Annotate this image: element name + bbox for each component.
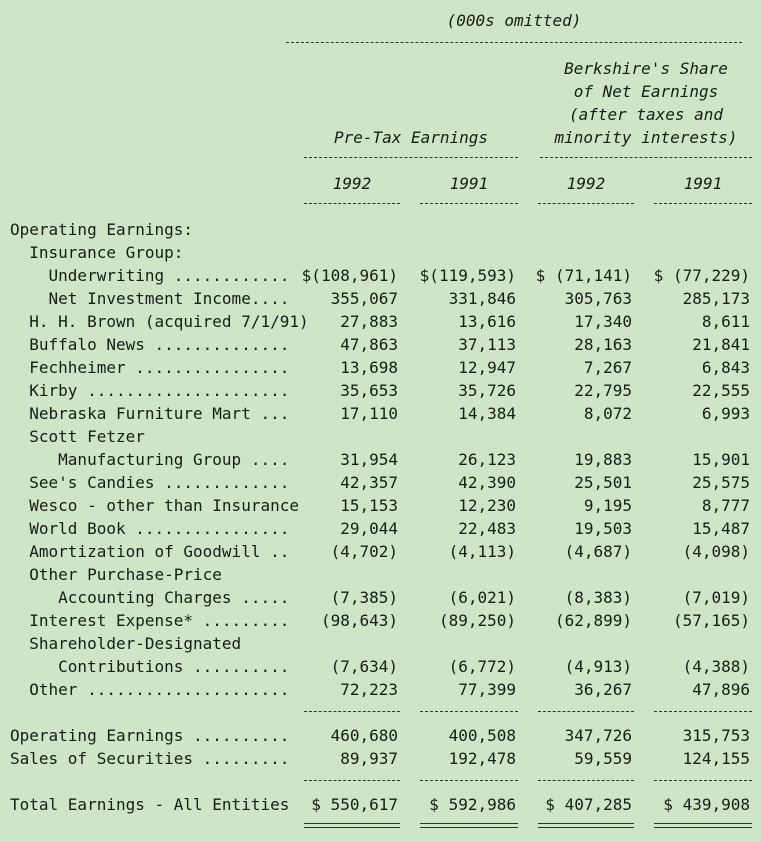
table-row (0, 427, 761, 450)
omitted-note: (000s omitted) (446, 11, 582, 30)
table-row (0, 749, 761, 772)
row-value: 14,384 (458, 404, 516, 423)
row-value: 47,896 (692, 680, 750, 699)
table-row (0, 726, 761, 749)
row-value: (89,250) (438, 611, 516, 630)
double-rule-1b (304, 827, 400, 828)
row-value: $(119,593) (419, 266, 516, 285)
row-value: 305,763 (564, 289, 632, 308)
table-row (0, 588, 761, 611)
year-1992-pretax: 1992 (332, 174, 372, 193)
double-rule-4a (654, 823, 752, 824)
row-value: (57,165) (672, 611, 750, 630)
row-value: 37,113 (458, 335, 516, 354)
row-value: (7,019) (682, 588, 750, 607)
year-rule-1 (304, 203, 400, 204)
row-label: Scott Fetzer (10, 427, 145, 446)
row-value: (98,643) (320, 611, 398, 630)
row-value: $ 407,285 (545, 795, 632, 814)
row-label: See's Candies ............. (10, 473, 290, 492)
row-value: (7,634) (330, 657, 398, 676)
row-value: (7,385) (330, 588, 398, 607)
table-row (0, 450, 761, 473)
year-1991-share: 1991 (683, 174, 723, 193)
row-value: 19,883 (574, 450, 632, 469)
row-value: 7,267 (583, 358, 632, 377)
row-value: 400,508 (448, 726, 516, 745)
row-value: 29,044 (340, 519, 398, 538)
row-value: 59,559 (574, 749, 632, 768)
table-row (0, 335, 761, 358)
row-value: 27,883 (340, 312, 398, 331)
year-1992-share: 1992 (566, 174, 606, 193)
row-value: 28,163 (574, 335, 632, 354)
row-value: 8,777 (701, 496, 750, 515)
row-label: Net Investment Income.... (10, 289, 290, 308)
row-label: World Book ................ (10, 519, 290, 538)
double-rule-4b (654, 827, 752, 828)
double-rule-2b (420, 827, 518, 828)
table-row (0, 404, 761, 427)
row-value: 355,067 (330, 289, 398, 308)
row-value: 315,753 (682, 726, 750, 745)
table-row (0, 266, 761, 289)
row-value: (6,772) (448, 657, 516, 676)
row-value: $ 550,617 (311, 795, 398, 814)
row-value: $ (71,141) (535, 266, 632, 285)
row-value: (4,913) (564, 657, 632, 676)
row-value: 21,841 (692, 335, 750, 354)
row-value: 72,223 (340, 680, 398, 699)
row-value: (4,702) (330, 542, 398, 561)
row-label: Operating Earnings: (10, 220, 194, 239)
row-value: (4,388) (682, 657, 750, 676)
row-value: $ (77,229) (653, 266, 750, 285)
row-label: Contributions .......... (10, 657, 290, 676)
row-label: Fechheimer ................ (10, 358, 290, 377)
share-heading-line-1: Berkshire's Share (564, 59, 728, 78)
row-value: $ 439,908 (663, 795, 750, 814)
table-row (0, 634, 761, 657)
row-value: 35,726 (458, 381, 516, 400)
row-value: $(108,961) (301, 266, 398, 285)
row-value: 331,846 (448, 289, 516, 308)
total-rule-3 (538, 780, 634, 781)
row-value: 13,698 (340, 358, 398, 377)
row-value: 15,153 (340, 496, 398, 515)
row-value: (4,113) (448, 542, 516, 561)
table-row (0, 519, 761, 542)
row-value: 77,399 (458, 680, 516, 699)
year-1991-pretax: 1991 (449, 174, 489, 193)
row-value: $ 592,986 (429, 795, 516, 814)
row-label: Accounting Charges ..... (10, 588, 290, 607)
subtotal-rule-4 (654, 711, 752, 712)
row-value: 19,503 (574, 519, 632, 538)
row-value: (6,021) (448, 588, 516, 607)
row-label: Insurance Group: (10, 243, 184, 262)
total-rule-2 (420, 780, 518, 781)
row-value: 124,155 (682, 749, 750, 768)
row-value: 285,173 (682, 289, 750, 308)
row-label: Underwriting ............ (10, 266, 290, 285)
row-label: Operating Earnings .......... (10, 726, 290, 745)
share-heading-line-4: minority interests) (554, 128, 738, 147)
table-row (0, 680, 761, 703)
double-rule-2a (420, 823, 518, 824)
row-value: 12,230 (458, 496, 516, 515)
row-value: 36,267 (574, 680, 632, 699)
row-value: 35,653 (340, 381, 398, 400)
share-heading-line-3: (after taxes and (568, 105, 724, 124)
row-label: Total Earnings - All Entities (10, 795, 290, 814)
row-label: H. H. Brown (acquired 7/1/91) (10, 312, 309, 331)
row-value: 12,947 (458, 358, 516, 377)
row-label: Buffalo News .............. (10, 335, 290, 354)
row-label: Kirby ..................... (10, 381, 290, 400)
pretax-heading: Pre-Tax Earnings (333, 128, 489, 147)
table-row (0, 289, 761, 312)
row-value: 89,937 (340, 749, 398, 768)
row-value: 25,501 (574, 473, 632, 492)
row-value: 47,863 (340, 335, 398, 354)
table-row (0, 243, 761, 266)
share-heading-line-2: of Net Earnings (573, 82, 719, 101)
row-value: 9,195 (583, 496, 632, 515)
row-value: 6,843 (701, 358, 750, 377)
row-value: 22,795 (574, 381, 632, 400)
table-row (0, 657, 761, 680)
row-value: (62,899) (554, 611, 632, 630)
row-value: (4,687) (564, 542, 632, 561)
table-row (0, 220, 761, 243)
row-value: (8,383) (564, 588, 632, 607)
row-label: Other Purchase-Price (10, 565, 222, 584)
double-rule-1a (304, 823, 400, 824)
row-value: 347,726 (564, 726, 632, 745)
row-label: Nebraska Furniture Mart ... (10, 404, 290, 423)
table-row (0, 611, 761, 634)
row-value: 42,390 (458, 473, 516, 492)
row-value: 460,680 (330, 726, 398, 745)
row-label: Wesco - other than Insurance (10, 496, 299, 515)
row-label: Sales of Securities ......... (10, 749, 290, 768)
table-row (0, 358, 761, 381)
row-value: 17,340 (574, 312, 632, 331)
total-rule-1 (304, 780, 400, 781)
row-label: Shareholder-Designated (10, 634, 242, 653)
table-row (0, 565, 761, 588)
row-value: 8,072 (583, 404, 632, 423)
row-label: Amortization of Goodwill .. (10, 542, 290, 561)
row-label: Other ..................... (10, 680, 290, 699)
table-row (0, 795, 761, 818)
row-label: Interest Expense* ......... (10, 611, 290, 630)
table-row (0, 473, 761, 496)
row-value: 17,110 (340, 404, 398, 423)
table-row (0, 312, 761, 335)
share-rule (540, 157, 752, 158)
row-value: 8,611 (701, 312, 750, 331)
total-rule-4 (654, 780, 752, 781)
double-rule-3a (538, 823, 634, 824)
row-value: 26,123 (458, 450, 516, 469)
row-value: 42,357 (340, 473, 398, 492)
table-row (0, 381, 761, 404)
pretax-rule (304, 157, 518, 158)
row-value: (4,098) (682, 542, 750, 561)
row-value: 15,487 (692, 519, 750, 538)
row-value: 25,575 (692, 473, 750, 492)
subtotal-rule-1 (304, 711, 400, 712)
row-value: 31,954 (340, 450, 398, 469)
subtotal-rule-3 (538, 711, 634, 712)
row-value: 192,478 (448, 749, 516, 768)
subtotal-rule-2 (420, 711, 518, 712)
year-rule-3 (538, 203, 634, 204)
row-value: 15,901 (692, 450, 750, 469)
header-rule (286, 42, 742, 43)
row-value: 6,993 (701, 404, 750, 423)
row-label: Manufacturing Group .... (10, 450, 290, 469)
row-value: 22,555 (692, 381, 750, 400)
year-rule-4 (654, 203, 752, 204)
table-row (0, 496, 761, 519)
table-row (0, 542, 761, 565)
double-rule-3b (538, 827, 634, 828)
year-rule-2 (420, 203, 518, 204)
row-value: 22,483 (458, 519, 516, 538)
row-value: 13,616 (458, 312, 516, 331)
